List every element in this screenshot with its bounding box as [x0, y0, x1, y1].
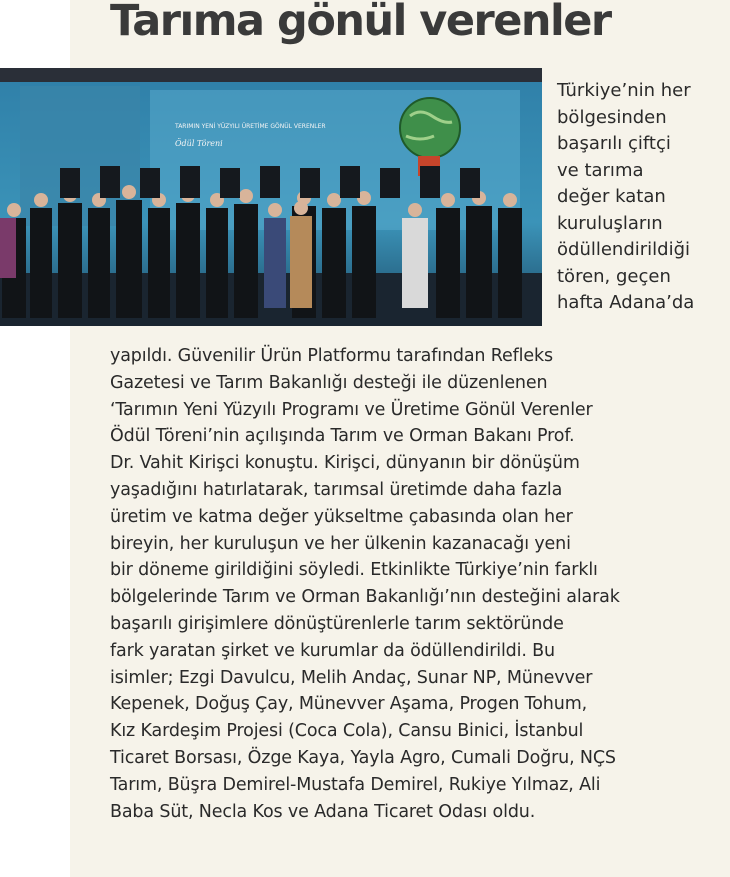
- body-line: bölgelerinde Tarım ve Orman Bakanlığı’nın desteğini alarak: [110, 587, 620, 608]
- body-line: başarılı girişimlere dönüştürenlerle tarım sektöründe: [110, 613, 564, 634]
- article-body: [110, 343, 730, 825]
- lead-line: kuruluşların: [557, 212, 663, 234]
- ceremony-group-photo: [0, 68, 542, 326]
- lead-line: bölgesinden: [557, 106, 667, 128]
- backdrop-subtitle: Ödül Töreni: [175, 139, 223, 148]
- body-line: yapıldı. Güvenilir Ürün Platformu tarafından Refleks: [110, 346, 553, 366]
- body-line: Gazetesi ve Tarım Bakanlığı desteği ile düzenlenen: [110, 372, 548, 393]
- headline: Tarıma gönül verenler: [110, 0, 611, 46]
- body-line: yaşadığını hatırlatarak, tarımsal üretimde daha fazla: [110, 479, 563, 500]
- body-line: Ödül Töreni’nin açılışında Tarım ve Orman Bakanı Prof.: [110, 426, 575, 447]
- body-line: Ticaret Borsası, Özge Kaya, Yayla Agro, Cumali Doğru, NÇS: [110, 747, 616, 768]
- lead-line: hafta Adana’da: [557, 292, 695, 313]
- lead-line: değer katan: [557, 186, 666, 207]
- body-line: bir döneme girildiğini söyledi. Etkinlikte Türkiye’nin farklı: [110, 560, 598, 581]
- body-line: bireyin, her kuruluşun ve her ülkenin kazanacağı yeni: [110, 533, 571, 554]
- body-line: fark yaratan şirket ve kurumlar da ödüllendirildi. Bu: [110, 640, 555, 661]
- body-line: ‘Tarımın Yeni Yüzyılı Programı ve Üretime Gönül Verenler: [110, 399, 593, 420]
- lead-line: ödüllendirildiği: [557, 239, 691, 260]
- body-line: Baba Süt, Necla Kos ve Adana Ticaret Odası oldu.: [110, 801, 536, 822]
- backdrop-title: TARIMIN YENİ YÜZYILI ÜRETİME GÖNÜL VERENLER: [175, 123, 326, 130]
- body-line: isimler; Ezgi Davulcu, Melih Andaç, Sunar NP, Münevver: [110, 667, 593, 688]
- lead-line: tören, geçen: [557, 265, 671, 287]
- body-line: Dr. Vahit Kirişci konuştu. Kirişci, dünyanın bir dönüşüm: [110, 453, 580, 474]
- body-line: Tarım, Büşra Demirel-Mustafa Demirel, Rukiye Yılmaz, Ali: [110, 774, 601, 795]
- body-line: Kız Kardeşim Projesi (Coca Cola), Cansu Binici, İstanbul: [110, 721, 584, 742]
- lead-line: ve tarıma: [557, 159, 644, 181]
- lead-line: başarılı çiftçi: [557, 133, 671, 154]
- lead-column: [557, 78, 727, 317]
- body-line: Kepenek, Doğuş Çay, Münevver Aşama, Progen Tohum,: [110, 694, 588, 715]
- lead-line: Türkiye’nin her: [557, 80, 691, 101]
- body-line: üretim ve katma değer yükseltme çabasında olan her: [110, 506, 573, 527]
